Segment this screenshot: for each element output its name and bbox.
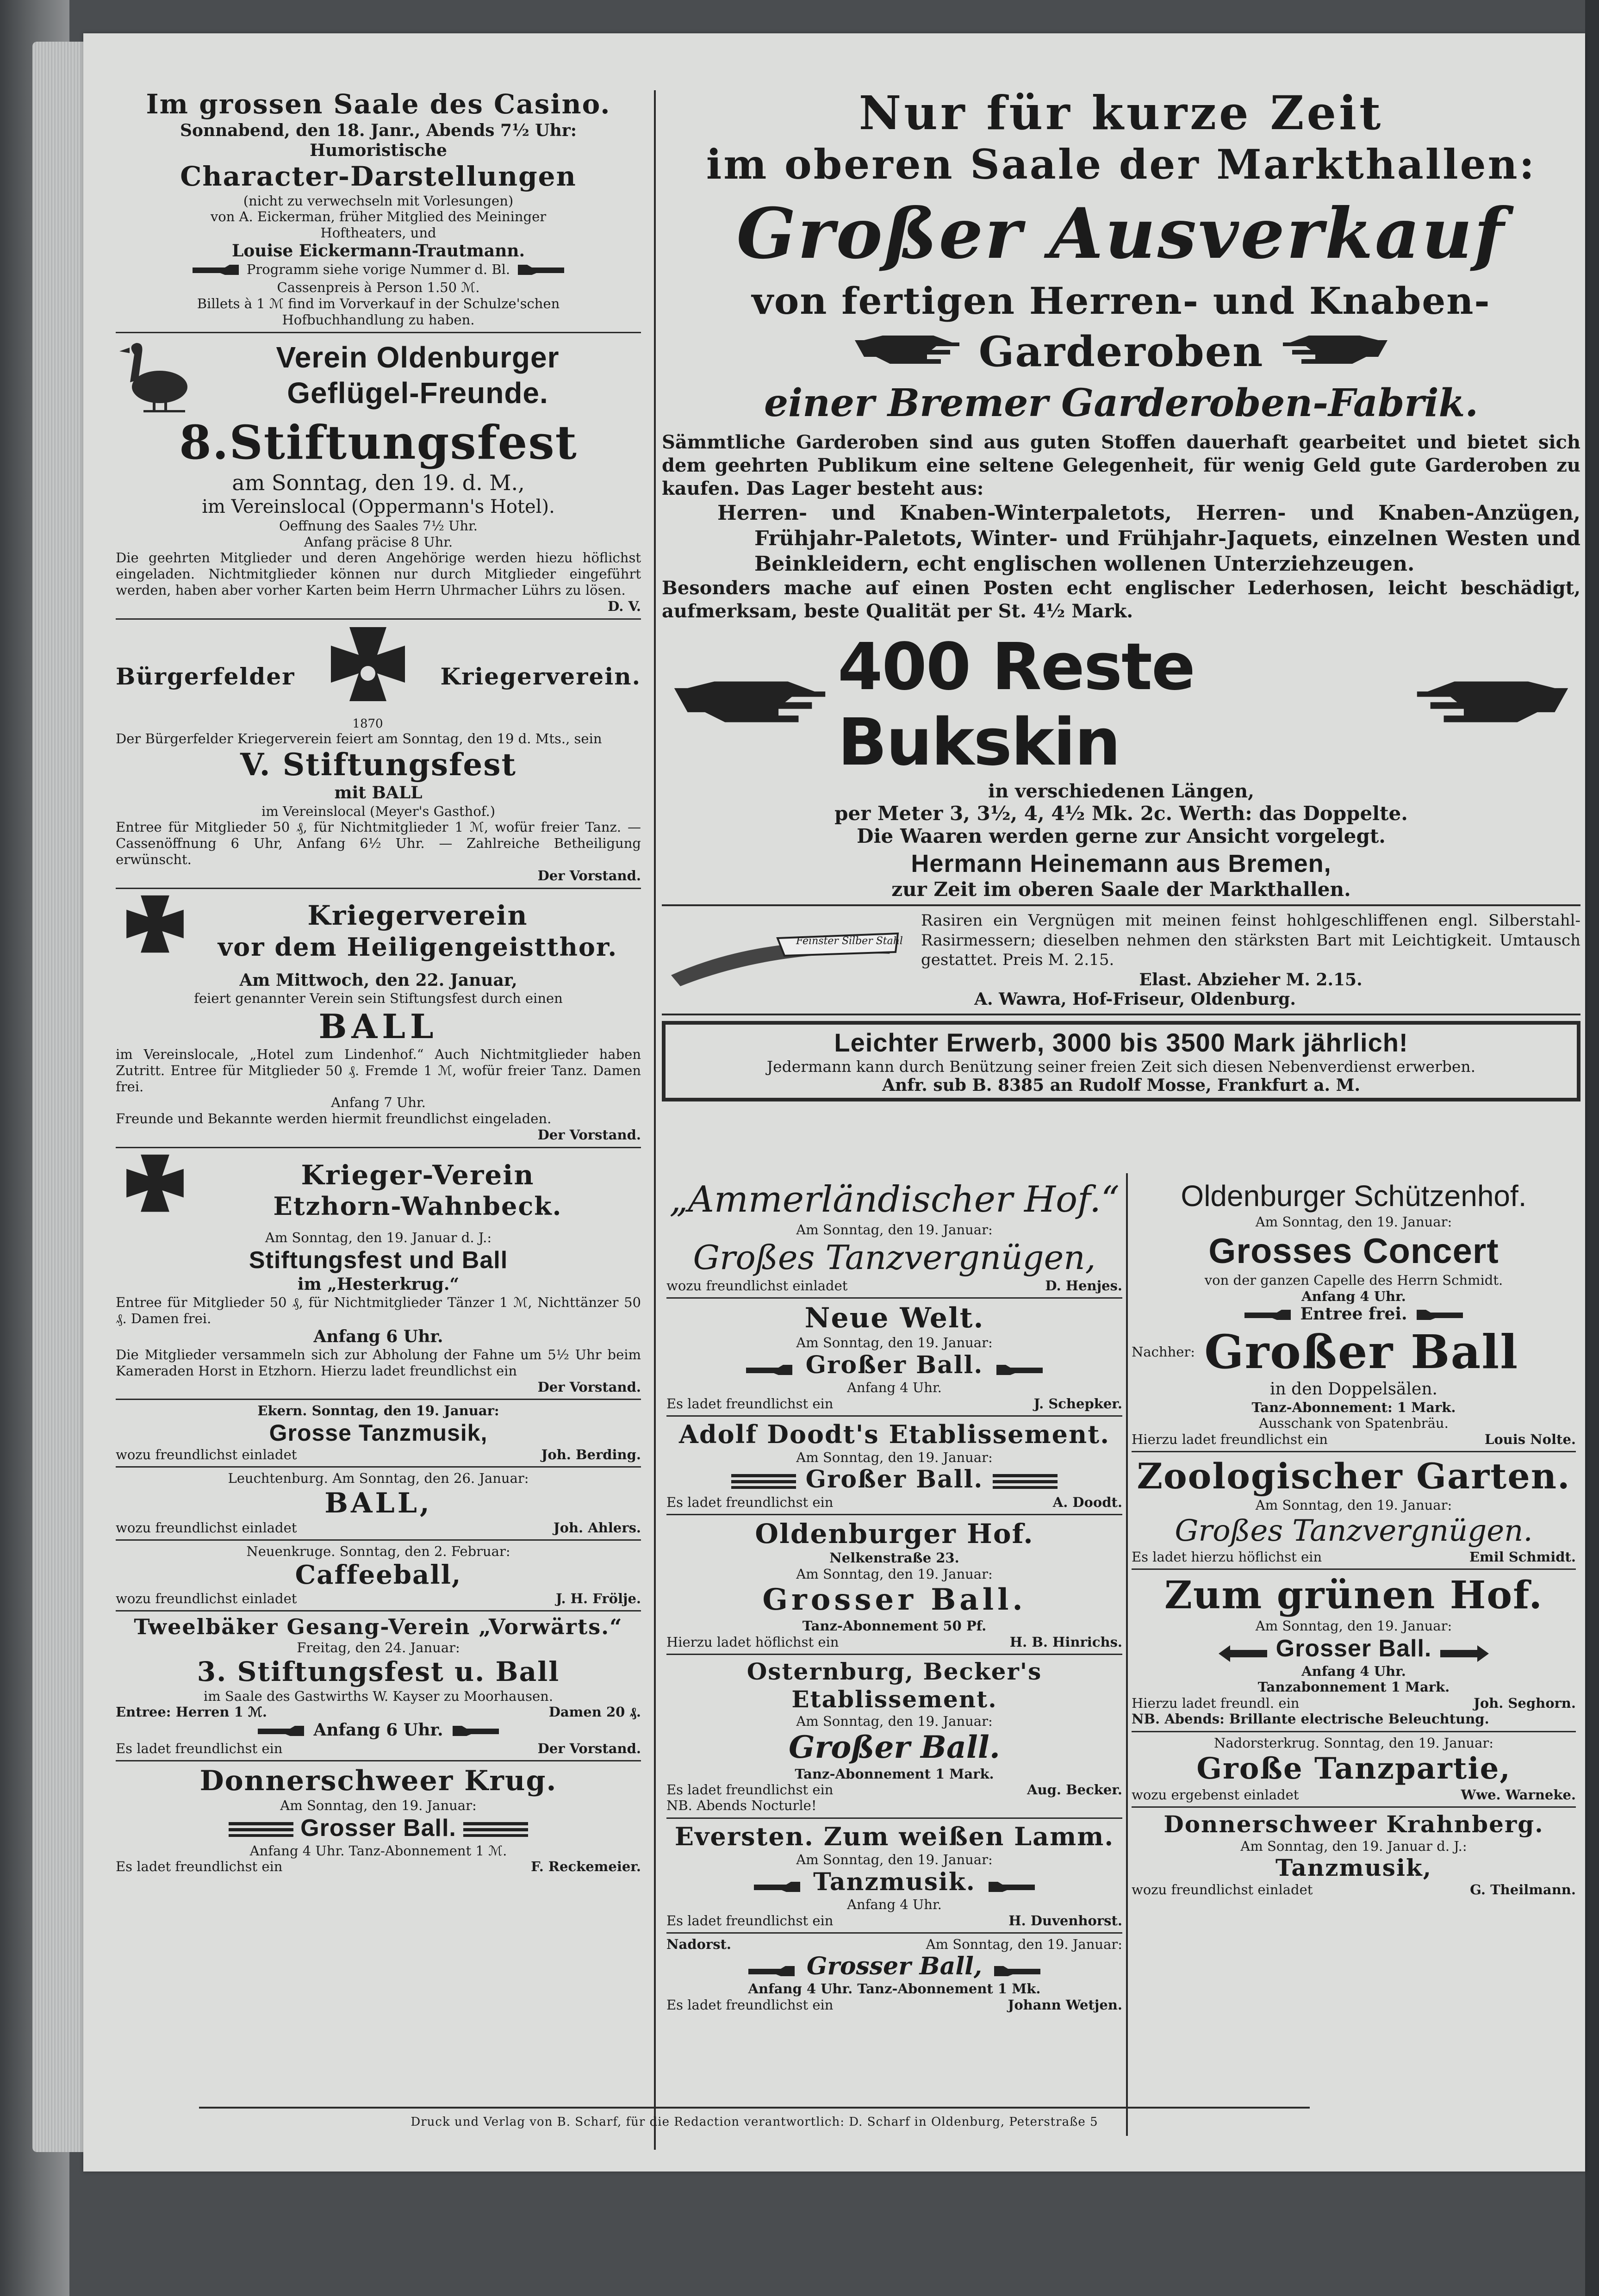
ad-tweelbaeke [116,1612,641,1761]
ad-line: Es ladet freundlichst ein [666,1912,834,1929]
ad-neuewelt [666,1299,1122,1417]
ad-line: Anfang 4 Uhr. Tanz-Abonnement 1 ℳ. [249,1842,507,1859]
ad-line: Am Sonntag, den 19. Januar d. J.: [1240,1838,1467,1854]
ad-schuetzenhof [1132,1176,1576,1452]
ad-line: wozu freundlichst einladet [116,1447,297,1463]
ad-buergerfelde [116,620,641,889]
ad-signature: Der Vorstand. [537,1741,641,1757]
ad-line: wozu freundlichst einladet [666,1277,848,1294]
ad-title: Verein Oldenburger [276,340,560,374]
ad-signature: zur Zeit im oberen Saale der Markthallen. [891,878,1351,901]
ad-line: Tanzabonnement 1 Mark. [1257,1679,1450,1695]
ad-headline: Großer Ball. [805,1465,983,1494]
ad-line: Hierzu ladet freundlichst ein [1132,1431,1328,1448]
ad-title: Kriegerverein. [440,663,641,690]
ad-title: „Ammerländischer Hof.“ [669,1179,1120,1220]
pointing-hand-icon [747,1959,798,1977]
ad-line: feiert genannter Verein sein Stiftungsfest durch einen [194,990,563,1006]
ad-title: Leichter Erwerb, 3000 bis 3500 Mark jährlich! [834,1027,1408,1057]
ad-line: wozu ergebenst einladet [1132,1786,1299,1803]
ad-line: Anfang 6 Uhr. [313,1720,443,1740]
ad-line: Es ladet hierzu höflichst ein [1132,1549,1322,1565]
ad-line: Am Sonntag, den 19. Januar: [796,1449,993,1465]
decorative-bars-icon [463,1822,528,1837]
ad-title: vor dem Heiligengeistthor. [218,932,618,962]
ad-headline: Grosser Ball. [762,1582,1027,1617]
iron-cross-icon [116,892,194,971]
ad-line: Anfang 6 Uhr. [313,1326,443,1346]
ad-title: Oldenburger Hof. [755,1518,1034,1549]
ad-line: Nadorsterkrug. Sonntag, den 19. Januar: [1213,1735,1493,1751]
ad-title: Zum grünen Hof. [1164,1573,1543,1618]
ad-line: Humoristische [310,140,447,160]
ad-signature: A. Wawra, Hof-Friseur, Oldenburg. [974,989,1296,1009]
column-rule [654,90,656,2150]
ad-line: Am Sonntag, den 19. Januar: [1255,1213,1452,1230]
ad-line: Hoftheaters, und [320,225,436,241]
ad-heiligengeist [116,889,641,1148]
ad-ammerland [666,1176,1122,1299]
ad-line: wozu freundlichst einladet [116,1590,297,1606]
ad-headline: Großes Tanzvergnügen, [693,1238,1096,1277]
ad-headline: Großer Ball [1204,1325,1519,1380]
pointing-hand-icon [662,675,838,735]
ad-weisses-lamm [666,1819,1122,1934]
ad-signature: Hermann Heinemann aus Bremen, [911,850,1331,877]
ad-nadorst [666,1934,1122,2016]
ad-signature: D. V. [608,598,641,614]
ad-line: Am Sonntag, den 19. Januar: [796,1713,993,1729]
ad-title: Neue Welt. [804,1301,984,1334]
ad-body: im Vereinslocale, „Hotel zum Lindenhof.“ Auch Nichtmitglieder haben Zutritt. Entree für Mitglieder 50 ₰. Fremde 1 ℳ, wofür freier Tanz. Damen frei. [116,1046,641,1095]
ad-line: wozu freundlichst einladet [116,1519,297,1536]
ad-line: mit BALL [334,783,423,803]
ad-headline: BALL, [324,1487,432,1519]
iron-cross-icon [116,1151,194,1230]
pointing-hand-icon [745,1357,796,1376]
ad-signature: H. B. Hinrichs. [1009,1634,1122,1650]
ad-line: im „Hesterkrug.“ [297,1275,460,1294]
ad-title: Adolf Doodt's Etablissement. [678,1419,1110,1449]
ad-line: von A. Eickerman, früher Mitglied des Meininger [210,209,547,225]
ad-line: Cassenpreis à Person 1.50 ℳ. [277,280,480,296]
ad-line: Neuenkruge. Sonntag, den 2. Februar: [246,1543,510,1559]
ad-signature: Joh. Berding. [541,1447,641,1463]
ad-headline: Großer Ball. [789,1729,1000,1766]
ad-headline: Grosses Concert [1208,1231,1499,1271]
ad-line: Hofbuchhandlung zu haben. [282,311,475,328]
ad-nadorsterkrug [1132,1732,1576,1808]
ad-line: Am Sonntag, den 19. Januar: [280,1798,477,1814]
ad-line: Nachher: [1132,1344,1195,1360]
ad-signature: H. Duvenhorst. [1008,1912,1122,1929]
ad-line: Billets à 1 ℳ find im Vorverkauf in der Schulze'schen [197,295,560,311]
ad-line: Tanz-Abonnement 50 Pf. [802,1618,987,1634]
ad-gruener-hof [1132,1570,1576,1732]
ad-line: wozu freundlichst einladet [1132,1882,1313,1898]
ad-title: Nur für kurze Zeit [859,86,1384,140]
ad-headline: BALL [318,1006,438,1046]
ad-title: Kriegerverein [307,900,528,932]
ad-signature: Der Vorstand. [537,867,641,884]
pointing-hand-icon [1413,1306,1464,1325]
ad-headline: Stiftungsfest und Ball [249,1246,508,1274]
ad-line: Tanz-Abonnement: 1 Mark. [1251,1399,1456,1415]
ad-line: Am Sonntag, den 19. Januar: [1255,1618,1452,1634]
ad-headline: Grosse Tanzmusik, [269,1420,488,1446]
ad-title: Tweelbäker Gesang-Verein „Vorwärts.“ [134,1614,623,1639]
ad-title: Krieger-Verein [301,1159,535,1191]
ad-leuchtenburg [116,1468,641,1541]
ad-headline: 400 Reste Bukskin [838,629,1195,780]
ad-line: im Vereinslocal (Oppermann's Hotel). [202,496,555,517]
scan-border [1585,0,1599,2296]
ad-line: Am Sonntag, den 19. Januar: [926,1936,1122,1952]
ad-etzhorn [116,1148,641,1400]
ad-line: am Sonntag, den 19. d. M., [232,470,525,495]
ad-headline: 3. Stiftungsfest u. Ball [197,1655,560,1687]
ad-line: von der ganzen Capelle des Herrn Schmidt. [1204,1272,1503,1288]
ad-headline: Tanzmusik, [1275,1854,1432,1882]
ad-signature: Louis Nolte. [1484,1431,1576,1448]
ad-signature: Joh. Seghorn. [1474,1695,1576,1711]
cross-year: 1870 [352,716,383,731]
ad-line: im Saale des Gastwirths W. Kayser zu Moorhausen. [203,1688,554,1704]
ad-line: im Vereinslocal (Meyer's Gasthof.) [261,803,496,819]
ad-line: Freitag, den 24. Januar: [297,1640,460,1656]
ad-headline: Großer Ausverkauf [736,193,1506,274]
ad-title: Etzhorn-Wahnbeck. [273,1191,562,1221]
pointing-hand-icon [514,261,565,280]
ad-line: Ausschank von Spatenbräu. [1259,1415,1449,1431]
ad-headline: Große Tanzpartie, [1196,1751,1511,1786]
ad-line: Am Mittwoch, den 22. Januar, [239,970,517,990]
pointing-hand-icon [257,1722,308,1741]
ad-line: Nelkenstraße 23. [829,1550,959,1566]
ad-signature: J. Schepker. [1033,1395,1122,1412]
ad-title: Eversten. [674,1822,814,1852]
ad-line: Leuchtenburg. Am Sonntag, den 26. Januar: [228,1470,529,1487]
imprint-footer: Druck und Verlag von B. Scharf, für die Redaction verantwortlich: D. Scharf in Oldenburg, Peterstraße 5 [411,2115,1098,2129]
ad-razor [662,906,1580,1015]
ad-line: NB. Abends Nocturle! [666,1798,817,1814]
ad-title: einer Bremer Garderoben-Fabrik. [764,381,1479,425]
ad-line: Es ladet freundlichst ein [666,1997,834,2013]
ad-signature: Wwe. Warneke. [1461,1786,1576,1803]
ad-line: (nicht zu verwechseln mit Vorlesungen) [243,193,514,209]
ad-body: Besonders mache auf einen Posten echt englischer Lederhosen, leicht beschädigt, aufmerksam, beste Qualität per St. 4½ Mark. [662,577,1580,622]
ad-signature: Der Vorstand. [537,1379,641,1395]
ad-headline: V. Stiftungsfest [240,747,517,783]
ad-signature: F. Reckemeier. [531,1859,641,1875]
ad-signature: Johann Wetjen. [1008,1997,1122,2013]
ad-date: Sonnabend, den 18. Janr., Abends 7½ Uhr: [180,120,577,140]
ad-line: Am Sonntag, den 19. Januar: [796,1566,993,1582]
ad-headline: Caffeeball, [295,1559,462,1590]
ad-line: Anfr. sub B. 8385 an Rudolf Mosse, Frankfurt a. M. [882,1075,1360,1095]
ad-headline: Grosser Ball. [300,1815,456,1842]
ad-body: Herren- und Knaben-Winterpaletots, Herren- und Knaben-Anzügen, Frühjahr-Paletots, Winter- und Frühjahr-Jaquets, einzelnen Westen und Beinkleidern, echt englischen wollenen Unterziehzeugen. [717,501,1580,576]
ad-title: Zum weißen Lamm. [823,1822,1114,1852]
ad-line: NB. Abends: Brillante electrische Beleuchtung. [1132,1711,1489,1727]
ad-headline: Großes Tanzvergnügen. [1175,1514,1533,1549]
ad-body: Die geehrten Mitglieder und deren Angehörige werden hiezu höflichst eingeladen. Nichtmitglieder können nur durch Mitglieder eingeführt werden, haben aber vorher Karten beim Herrn Uhrmacher Lührs zu lösen. [116,550,641,598]
ad-line: Oeffnung des Saales 7½ Uhr. [279,517,478,534]
ad-title: Zoologischer Garten. [1137,1456,1571,1497]
decorative-bars-icon [229,1822,293,1837]
ad-line: Hierzu ladet freundl. ein [1132,1695,1300,1711]
ad-headline: Character-Darstellungen [180,160,577,192]
ad-line: Hierzu ladet höflichst ein [666,1634,839,1650]
main-ad [662,86,1580,1107]
ad-donnerschweer-krug [116,1761,641,1878]
ad-body: Entree für Mitglieder 50 ₰, für Nichtmitglieder Tänzer 1 ℳ, Nichttänzer 50 ₰. Damen frei. [116,1294,641,1326]
middle-column [666,1176,1122,2016]
ad-line: Programm siehe vorige Nummer d. Bl. [246,261,510,278]
left-column [116,86,641,1878]
ad-erwerb [662,1021,1580,1101]
decorative-bars-icon [731,1474,796,1489]
ad-headline: Grosser Ball, [807,1952,982,1980]
ad-oldenburger-hof [666,1515,1122,1655]
ad-headline: 8.Stiftungsfest [179,415,578,470]
ad-title: Donnerschweer Krahnberg. [1163,1810,1544,1838]
ad-title: Donnerschweer Krug. [199,1765,557,1798]
pointing-hand-icon [993,1357,1044,1376]
ad-title: Osternburg, Becker's Etablissement. [747,1657,1042,1713]
ad-signature: Emil Schmidt. [1469,1549,1576,1565]
ad-line: Die Waaren werden gerne zur Ansicht vorgelegt. [857,825,1386,847]
ad-title: Garderoben [978,327,1264,376]
ad-line: Entree: Herren 1 ℳ. [116,1704,267,1720]
pointing-hand-icon [1244,1306,1294,1325]
ad-line: Anfang 4 Uhr. [847,1897,942,1913]
ad-neuenkruge [116,1541,641,1612]
ad-line: Anfang 4 Uhr. [847,1379,942,1395]
ad-line: Entree frei. [1300,1304,1407,1324]
ad-line: Anfang 4 Uhr. [1301,1663,1406,1679]
pointing-hand-icon [985,1874,1036,1893]
ad-title: im oberen Saale der Markthallen: [706,140,1537,188]
ad-line: Am Sonntag, den 19. Januar: [796,1221,993,1238]
ad-line: Am Sonntag, den 19. Januar: [796,1851,993,1867]
ad-body: Sämmtliche Garderoben sind aus guten Stoffen dauerhaft gearbeitet und bietet sich dem geehrten Publikum eine seltene Gelegenheit, für wenig Geld gute Garderoben zu kaufen. Das Lager besteht aus: [662,431,1580,499]
pointing-hand-icon [192,261,243,280]
ad-line: Es ladet freundlichst ein [666,1395,834,1412]
ad-line: Es ladet freundlichst ein [666,1782,834,1798]
ad-signature: Aug. Becker. [1027,1782,1122,1798]
ad-doodt [666,1417,1122,1515]
goose-icon [116,336,194,415]
ad-casino [116,86,641,333]
decorative-bars-icon [993,1474,1058,1489]
ad-headline: Grosser Ball. [1275,1635,1432,1662]
ad-body: Die Mitglieder versammeln sich zur Abholung der Fahne um 5½ Uhr beim Kameraden Horst in Etzhorn. Hierzu ladet freundlichst ein [116,1346,641,1379]
ad-body: Rasiren ein Vergnügen mit meinen feinst hohlgeschliffenen engl. Silberstahl-Rasirmessern; dieselben nehmen den stärksten Bart mit Leichtigkeit. Umtausch gestattet. Preis M. 2.15. [921,911,1580,969]
ad-line: Der Bürgerfelder Kriegerverein feiert am Sonntag, den 19 d. Mts., sein [116,730,602,747]
ad-line: Tanz-Abonnement 1 Mark. [795,1766,994,1782]
ad-signature: D. Henjes. [1045,1277,1122,1294]
ad-body: Entree für Mitglieder 50 ₰, für Nichtmitglieder 1 ℳ, wofür freier Tanz. — Cassenöffnung 6 Uhr, Anfang 6½ Uhr. — Zahlreiche Betheiligung erwünscht. [116,819,641,868]
arrow-right-icon [1439,1641,1490,1659]
ad-zoo [1132,1452,1576,1570]
ad-line: in den Doppelsälen. [1270,1380,1437,1399]
ad-line: Ekern. Sonntag, den 19. Januar: [257,1403,499,1419]
ad-line: Louise Eickermann-Trautmann. [231,241,525,261]
razor-blade-label: Feinster Silber Stahl [796,935,903,947]
ad-title: Bürgerfelder [116,663,295,690]
arrow-left-icon [1218,1641,1269,1659]
right-column [1132,1176,1576,1901]
ad-gefluegel [116,333,641,620]
ad-line: Anfang 4 Uhr. [1301,1288,1406,1304]
ad-krahnberg [1132,1808,1576,1902]
ad-headline: Tanzmusik. [813,1867,976,1896]
ad-line: Am Sonntag, den 19. Januar d. J.: [265,1229,492,1245]
ad-signature: Joh. Ahlers. [553,1519,641,1536]
ad-ekern [116,1400,641,1468]
ad-line: per Meter 3, 3½, 4, 4½ Mk. 2c. Werth: das Doppelte. [834,802,1408,825]
ad-line: Anfang präcise 8 Uhr. [304,534,453,550]
ad-line: Jedermann kann durch Benützung seiner freien Zeit sich diesen Nebenverdienst erwerben. [766,1057,1476,1076]
ad-headline: Großer Ball. [805,1350,983,1379]
footer-rule [199,2107,1310,2109]
ad-line: Elast. Abzieher M. 2.15. [1139,970,1363,989]
ad-line: Anfang 7 Uhr. [331,1095,426,1111]
column-rule [1126,1173,1128,2136]
pointing-hand-icon [854,331,960,373]
ad-line: Es ladet freundlichst ein [116,1741,283,1757]
ad-signature: Der Vorstand. [537,1127,641,1143]
ad-becker [666,1655,1122,1819]
ad-title: Im grossen Saale des Casino. [146,88,611,120]
pointing-hand-icon [990,1959,1041,1977]
ad-line: Damen 20 ₰. [548,1704,641,1720]
ad-line: Anfang 4 Uhr. Tanz-Abonnement 1 Mk. [748,1981,1041,1997]
ad-line: Am Sonntag, den 19. Januar: [1255,1497,1452,1513]
pointing-hand-icon [1282,331,1388,373]
razor-illustration [662,924,921,996]
ad-title: Geflügel-Freunde. [287,376,548,410]
ad-body: Freunde und Bekannte werden hiermit freundlichst eingeladen. [116,1111,552,1127]
ad-title: Oldenburger Schützenhof. [1181,1179,1527,1213]
pointing-hand-icon [753,1874,804,1893]
ad-line: Am Sonntag, den 19. Januar: [796,1334,993,1350]
ad-line: in verschiedenen Längen, [988,780,1255,802]
ad-line: Nadorst. [666,1936,732,1952]
ad-line: Es ladet freundlichst ein [666,1494,834,1510]
pointing-hand-icon [1405,675,1580,735]
ad-signature: J. H. Frölje. [555,1590,641,1606]
ad-signature: G. Theilmann. [1470,1882,1576,1898]
ad-signature: A. Doodt. [1052,1494,1122,1510]
ad-title: von fertigen Herren- und Knaben- [752,279,1491,323]
iron-cross-icon [317,622,419,731]
ad-line: Es ladet freundlichst ein [116,1859,283,1875]
pointing-hand-icon [449,1722,500,1741]
